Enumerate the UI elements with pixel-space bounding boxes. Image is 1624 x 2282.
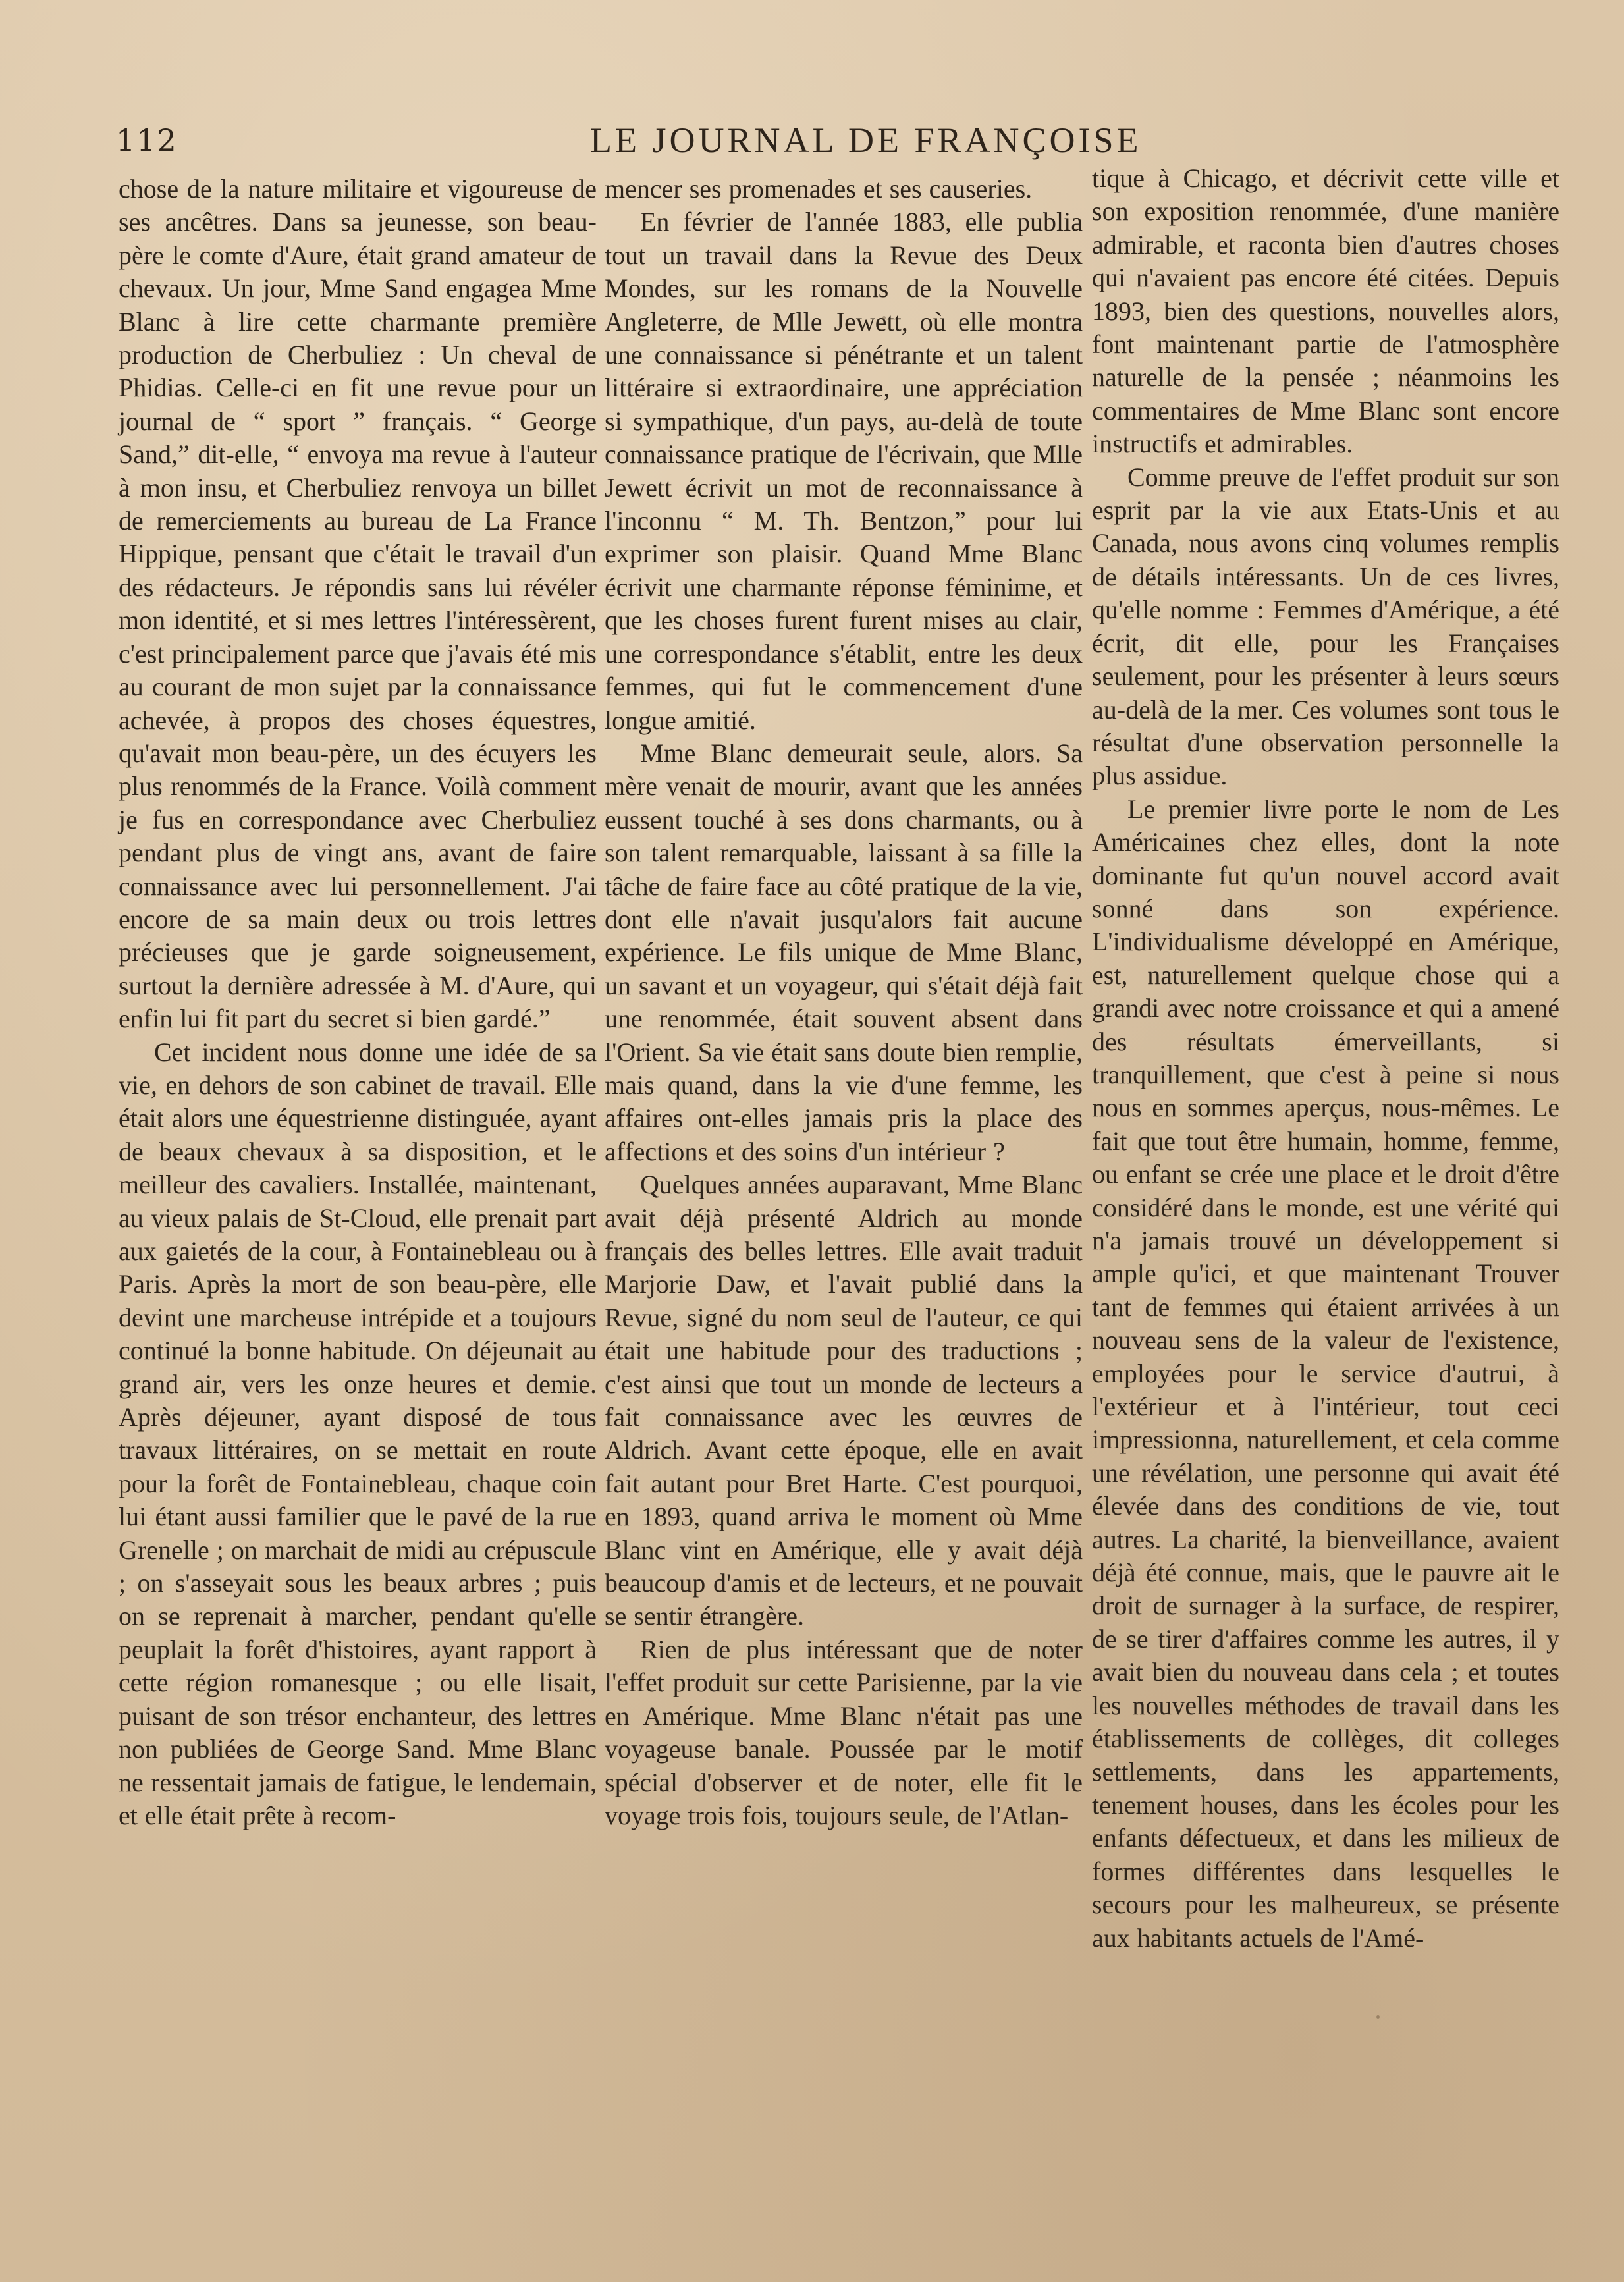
paper-speck xyxy=(1376,2015,1380,2019)
paragraph: chose de la nature militaire et vigoureuse de ses ancêtres. Dans sa jeunesse, son beau-père le comte d'Aure, était grand amateur de chevaux. Un jour, Mme Sand engagea Mme Blanc à lire cette charmante première production de Cherbuliez : Un cheval de Phidias. Celle-ci en fit une revue pour un journal de “ sport ” français. “ George Sand,” dit-elle, “ envoya ma revue à l'auteur à mon insu, et Cherbuliez renvoya un billet de remerciements au bureau de La France Hippique, pensant que c'était le travail d'un des rédacteurs. Je répondis sans lui révéler mon identité, et si mes lettres l'intéressèrent, c'est principalement parce que j'avais été mis au courant de mon sujet par la connaissance achevée, à propos des choses équestres, qu'avait mon beau-père, un des écuyers les plus renommés de la France. Voilà comment je fus en correspondance avec Cherbuliez pendant plus de vingt ans, avant de faire connaissance avec lui personnellement. J'ai encore de sa main deux ou trois lettres précieuses que je garde soigneusement, surtout la dernière adressée à M. d'Aure, qui enfin lui fit part du secret si bien gardé.” xyxy=(119,174,597,1034)
paragraph: En février de l'année 1883, elle publia tout un travail dans la Revue des Deux Mondes, sur les romans de la Nouvelle Angleterre, de Mlle Jewett, où elle montra une connaissance si pénétrante et un talent littéraire si extraordinaire, une appréciation si sympathique, d'un pays, au-delà de toute connaissance pratique de l'écrivain, que Mlle Jewett écrivit un mot de reconnaissance à l'inconnu “ M. Th. Bentzon,” pour lui exprimer son plaisir. Quand Mme Blanc écrivit une charmante réponse féminime, et que les choses furent furent mises au clair, une correspondance s'établit, entre les deux femmes, qui fut le commencement d'une longue amitié. xyxy=(605,207,1083,735)
text-column-2 xyxy=(605,173,1083,1832)
paragraph: mencer ses promenades et ses causeries. xyxy=(605,174,1033,204)
paragraph: Quelques années auparavant, Mme Blanc avait déjà présenté Aldrich au monde français des belles lettres. Elle avait traduit Marjorie Daw, et l'avait publié dans la Revue, signé du nom seul de l'auteur, ce qui était une habitude pour des traductions ; c'est ainsi que tout un monde de lecteurs a fait connaissance avec les œuvres de Aldrich. Avant cette époque, elle en avait fait autant pour Bret Harte. C'est pourquoi, en 1893, quand arriva le moment où Mme Blanc vint en Amérique, elle y avait déjà beaucoup d'amis et de lecteurs, et ne pouvait se sentir étrangère. xyxy=(605,1170,1083,1631)
paragraph: Le premier livre porte le nom de Les Américaines chez elles, dont la note dominante fut qu'un nouvel accord avait sonné dans son expérience. L'individualisme développé en Amérique, est, naturellement quelque chose qui a grandi avec notre croissance et qui a amené des résultats émerveillants, si tranquillement, que c'est à peine si nous nous en sommes aperçus, nous-mêmes. Le fait que tout être humain, homme, femme, ou enfant se crée une place et le droit d'être considéré dans le monde, est une vérité qui n'a jamais trouvé un développement si ample qu'ici, et que maintenant Trouver tant de femmes qui étaient arrivées à un nouveau sens de la valeur de l'existence, employées pour le service d'autrui, à l'extérieur et à l'intérieur, tout ceci impressionna, naturellement, et cela comme une révélation, une personne qui avait été élevée dans des conditions de vie, tout autres. La charité, la bienveillance, avaient déjà été connue, mais, que le pauvre ait le droit de surnager à la surface, de respirer, de se tirer d'affaires comme les autres, il y avait bien du nouveau dans cela ; et toutes les nouvelles méthodes de travail dans les établissements de collèges, dit colleges settlements, dans les appartements, tenement houses, dans les écoles pour les enfants défectueux, et dans les milieux de formes différentes dans lesquelles le secours pour les malheureux, se présente aux habitants actuels de l'Amé- xyxy=(1092,794,1559,1953)
paragraph: Mme Blanc demeurait seule, alors. Sa mère venait de mourir, avant que les années eussent touché à ses dons charmants, ou à son talent remarquable, laissant à sa fille la tâche de faire face au côté pratique de la vie, dont elle n'avait jusqu'alors fait aucune expérience. Le fils unique de Mme Blanc, un savant et un voyageur, qui s'était déjà fait une renommée, était souvent absent dans l'Orient. Sa vie était sans doute bien remplie, mais quand, dans la vie d'une femme, les affaires ont-elles jamais pris la place des affections et des soins d'un intérieur ? xyxy=(605,738,1083,1166)
journal-title: LE JOURNAL DE FRANÇOISE xyxy=(590,121,1142,160)
paragraph: Rien de plus intéressant que de noter l'effet produit sur cette Parisienne, par la vie en Amérique. Mme Blanc n'était pas une voyageuse banale. Poussée par le motif spécial d'observer et de noter, elle fit le voyage trois fois, toujours seule, de l'Atlan- xyxy=(605,1634,1083,1830)
paragraph: Cet incident nous donne une idée de sa vie, en dehors de son cabinet de travail. Elle était alors une équestrienne distinguée, ayant de beaux chevaux à sa disposition, et le meilleur des cavaliers. Installée, maintenant, au vieux palais de St-Cloud, elle prenait part aux gaietés de la cour, à Fontainebleau ou à Paris. Après la mort de son beau-père, elle devint une marcheuse intrépide et a toujours continué la bonne habitude. On déjeunait au grand air, vers les onze heures et demie. Après déjeuner, ayant disposé de tous travaux littéraires, on se mettait en route pour la forêt de Fontainebleau, chaque coin lui étant aussi familier que le pavé de la rue Grenelle ; on marchait de midi au crépuscule ; on s'asseyait sous les beaux arbres ; puis on se reprenait à marcher, pendant qu'elle peuplait la forêt d'histoires, ayant rapport à cette région romanesque ; ou elle lisait, puisant de son trésor enchanteur, des lettres non publiées de George Sand. Mme Blanc ne ressentait jamais de fatigue, le lendemain, et elle était prête à recom- xyxy=(119,1037,597,1830)
text-column-1 xyxy=(119,173,597,1832)
paper-speck xyxy=(303,1185,306,1189)
paper-speck xyxy=(501,1778,504,1781)
page-number: 112 xyxy=(116,122,178,158)
page-header xyxy=(116,111,1142,170)
text-column-3 xyxy=(1092,162,1559,1955)
paper-speck xyxy=(882,316,886,319)
paragraph: tique à Chicago, et décrivit cette ville et son exposition renommée, d'une manière admirable, et raconta bien d'autres choses qui n'avaient pas encore été citées. Depuis 1893, bien des questions, nouvelles alors, font maintenant partie de l'atmosphère naturelle de la pensée ; néanmoins les commentaires de Mme Blanc sont encore instructifs et admirables. xyxy=(1092,163,1559,459)
paragraph: Comme preuve de l'effet produit sur son esprit par la vie aux Etats-Unis et au Canada, nous avons cinq volumes remplis de détails intéressants. Un de ces livres, qu'elle nomme : Femmes d'Amérique, a été écrit, dit elle, pour les Françaises seulement, pour les présenter à leurs sœurs au-delà de la mer. Ces volumes sont tous le résultat d'une observation personnelle la plus assidue. xyxy=(1092,462,1559,791)
